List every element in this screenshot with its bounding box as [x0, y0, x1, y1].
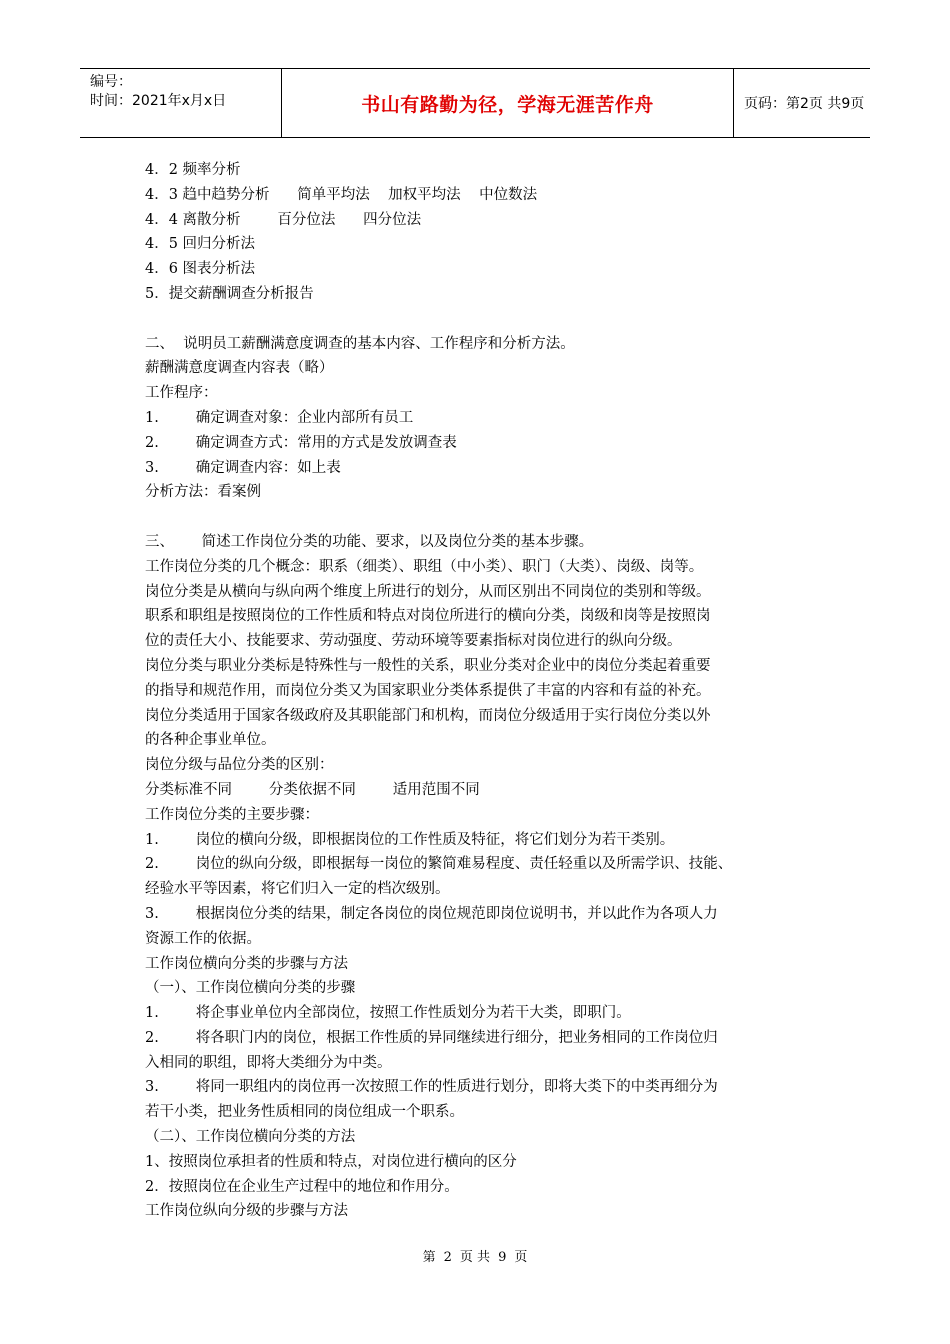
text-line: 若干小类，把业务性质相同的岗位组成一个职系。 — [145, 1104, 464, 1121]
text-line: 2. 确定调查方式：常用的方式是发放调查表 — [145, 434, 457, 451]
text-line: 1. 确定调查对象：企业内部所有员工 — [145, 409, 414, 426]
text-line: （一）、工作岗位横向分类的步骤 — [145, 980, 356, 997]
page-header — [80, 68, 870, 138]
text-line: 4．5 回归分析法 — [145, 236, 256, 253]
text-line: 1. 将企事业单位内全部岗位，按照工作性质划分为若干大类，即职门。 — [145, 1005, 631, 1022]
footer-page-number: 2 — [443, 1250, 452, 1265]
footer-suffix: 页 — [514, 1250, 528, 1265]
text-line: 工作岗位横向分类的步骤与方法 — [145, 955, 348, 972]
text-line: 3. 根据岗位分类的结果，制定各岗位的岗位规范即岗位说明书，并以此作为各项人力 — [145, 905, 718, 922]
text-line: 工作岗位分类的主要步骤： — [145, 806, 319, 823]
text-line: 分析方法：看案例 — [145, 484, 261, 501]
text-line: 位的责任大小、技能要求、劳动强度、劳动环境等要素指标对岗位进行的纵向分级。 — [145, 633, 682, 650]
text-line: 分类标准不同 分类依据不同 适用范围不同 — [145, 781, 480, 798]
text-line: 4．3 趋中趋势分析 简单平均法 加权平均法 中位数法 — [145, 186, 538, 203]
text-line: 岗位分级与品位分类的区别： — [145, 757, 334, 774]
blank-line — [145, 307, 825, 332]
text-line: 职系和职组是按照岗位的工作性质和特点对岗位所进行的横向分类，岗级和岗等是按照岗 — [145, 608, 711, 625]
text-line: 4．4 离散分析 百分位法 四分位法 — [145, 211, 422, 228]
header-motto: 书山有路勤为径，学海无涯苦作舟 — [282, 69, 734, 137]
text-line: 3. 将同一职组内的岗位再一次按照工作的性质进行划分，即将大类下的中类再细分为 — [145, 1079, 718, 1096]
text-line: 资源工作的依据。 — [145, 930, 261, 947]
text-line: 工作程序： — [145, 385, 218, 402]
text-line: 薪酬满意度调查内容表（略） — [145, 360, 334, 377]
header-page-label: 页码：第2页 共9页 — [744, 96, 865, 112]
footer-prefix: 第 — [422, 1250, 436, 1265]
text-line: 二、 说明员工薪酬满意度调查的基本内容、工作程序和分析方法。 — [145, 335, 575, 352]
footer-total-pages: 9 — [498, 1250, 507, 1265]
text-line: 经验水平等因素，将它们归入一定的档次级别。 — [145, 881, 450, 898]
text-line: 4．2 频率分析 — [145, 162, 241, 178]
text-line: 1、按照岗位承担者的性质和特点，对岗位进行横向的区分 — [145, 1153, 517, 1170]
document-body — [145, 158, 825, 1224]
header-info-cell — [80, 69, 282, 137]
text-line: 的指导和规范作用，而岗位分类又为国家职业分类体系提供了丰富的内容和有益的补充。 — [145, 682, 711, 699]
text-line: 4．6 图表分析法 — [145, 261, 256, 278]
text-line: 的各种企事业单位。 — [145, 732, 276, 749]
text-line: 工作岗位纵向分级的步骤与方法 — [145, 1203, 348, 1220]
blank-line — [145, 505, 825, 530]
text-line: 3. 确定调查内容：如上表 — [145, 459, 341, 476]
text-line: 2. 将各职门内的岗位，根据工作性质的异同继续进行细分，把业务相同的工作岗位归 — [145, 1029, 718, 1046]
text-line: 2. 岗位的纵向分级，即根据每一岗位的繁简难易程度、责任轻重以及所需学识、技能、 — [145, 856, 733, 873]
number-label: 编号： — [90, 74, 132, 90]
text-line: 入相同的职组，即将大类细分为中类。 — [145, 1054, 392, 1071]
text-line: 2．按照岗位在企业生产过程中的地位和作用分。 — [145, 1178, 459, 1195]
text-line: 岗位分类与职业分类标是特殊性与一般性的关系，职业分类对企业中的岗位分类起着重要 — [145, 657, 711, 674]
text-line: 工作岗位分类的几个概念：职系（细类）、职组（中小类）、职门（大类）、岗级、岗等。 — [145, 558, 704, 575]
text-line: 岗位分类适用于国家各级政府及其职能部门和机构，而岗位分级适用于实行岗位分类以外 — [145, 707, 711, 724]
text-line: （二）、工作岗位横向分类的方法 — [145, 1129, 356, 1146]
text-line: 1. 岗位的横向分级，即根据岗位的工作性质及特征，将它们划分为若干类别。 — [145, 831, 675, 848]
footer-mid: 页 共 — [459, 1250, 491, 1265]
date-label: 时间：2021年x月x日 — [90, 93, 227, 109]
page-footer — [0, 1246, 950, 1265]
text-line: 三、 简述工作岗位分类的功能、要求，以及岗位分类的基本步骤。 — [145, 533, 594, 550]
text-line: 岗位分类是从横向与纵向两个维度上所进行的划分，从而区别出不同岗位的类别和等级。 — [145, 583, 711, 600]
text-line: 5．提交薪酬调查分析报告 — [145, 285, 314, 302]
